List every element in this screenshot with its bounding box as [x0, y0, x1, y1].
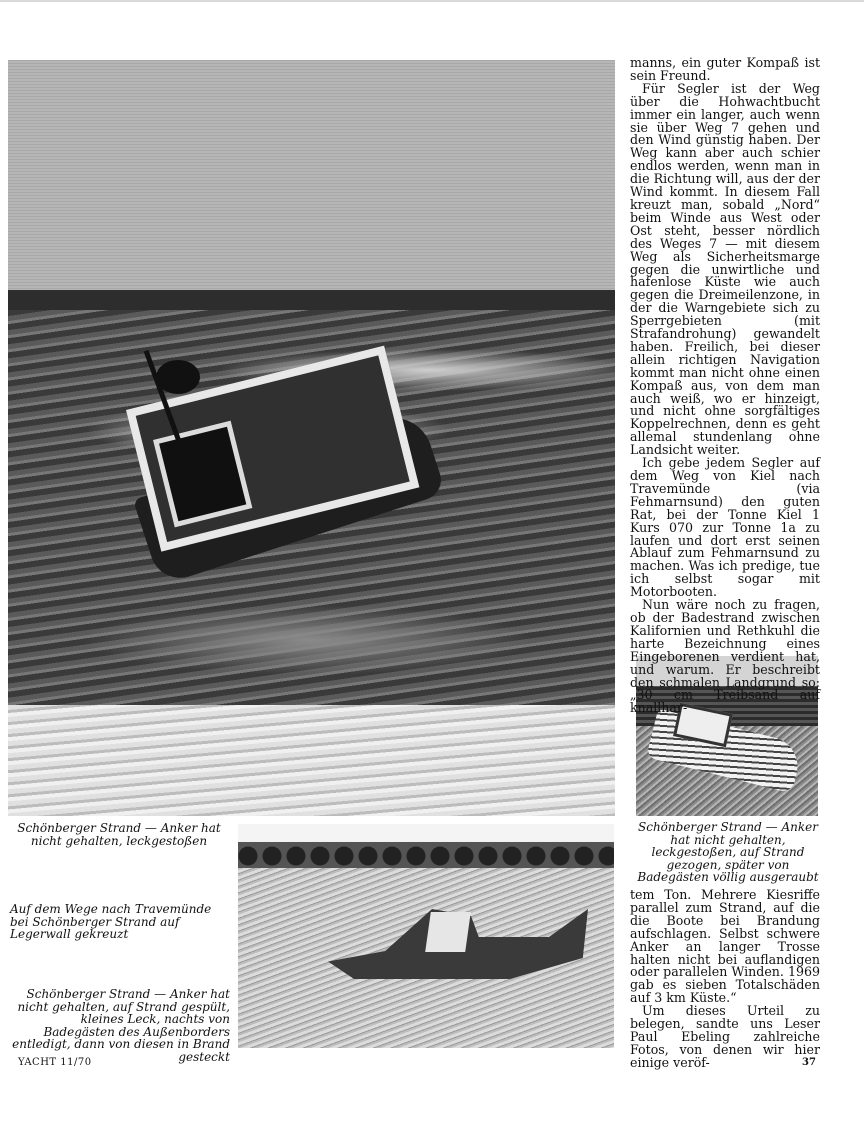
caption-travemuende: Auf dem Wege nach Travemünde bei Schönberger Strand auf Legerwall gekreuzt — [10, 902, 212, 942]
boat-wreck-highlight — [425, 912, 471, 952]
article-paragraph: manns, ein guter Kompaß ist sein Freund. — [630, 55, 820, 83]
article-column-lower — [630, 889, 820, 1070]
article-paragraph: tem Ton. Mehrere Kiesriffe parallel zum Strand, auf die die Boote bei Brandung aufschlagen. Selbst schwere Anker an langer Trosse halten nicht bei auflandigen oder parallelen Winden. 1969 gab es sieben Totalschäden auf 3 km Küste.“ — [630, 887, 820, 1006]
article-paragraph: Für Segler ist der Weg über die Hohwachtbucht immer ein langer, auch wenn sie über Weg 7 gehen und den Wind günstig haben. Der Weg kann aber auch schier endlos werden, wenn man in die Richtung will, aus der der Wind kommt. In diesem Fall kreuzt man, sobald „Nord“ beim Winde aus West oder Ost steht, besser nördlich des Weges 7 — mit diesem Weg als Sicherheitsmarge gegen die unwirtliche und hafenlose Küste wie auch gegen die Dreimeilenzone, in der die Warngebiete sich zu Sperrgebieten (mit Strafandrohung) gewandelt haben. Freilich, bei dieser allein richtigen Navigation kommt man nicht ohne einen Kompaß aus, von dem man auch weiß, wo er hinzeigt, und nicht ohne sorgfältiges Koppelrechnen, denn es geht allemal stundenlang ohne Landsicht weiter. — [630, 80, 820, 458]
caption-right-photo: Schönberger Strand — Anker hat nicht gehalten, leckgestoßen, auf Strand gezogen, später von Badegästen völlig ausgeraubt — [637, 820, 819, 885]
photo-foam — [8, 705, 615, 816]
article-paragraph: Um dieses Urteil zu belegen, sandte uns Leser Paul Ebeling zahlreiche Fotos, von denen wir hier einige veröf- — [630, 1003, 820, 1070]
article-paragraph: Nun wäre noch zu fragen, ob der Badestrand zwischen Kalifornien und Rethkuhl die harte Bezeichnung eines Eingeborenen verdient hat, und warum. Er beschreibt den schmalen Landgrund so: „30 cm Treibsand auf knallhar- — [630, 597, 820, 716]
photo-burned-wreck — [238, 824, 614, 1048]
caption-main-photo: Schönberger Strand — Anker hat nicht gehalten, leckgestoßen — [17, 821, 221, 848]
article-column-upper — [630, 57, 820, 715]
footer-magazine-issue: YACHT 11/70 — [18, 1057, 92, 1068]
boat-radar — [156, 360, 200, 394]
photo-boat-in-surf — [8, 60, 615, 816]
photo-sky — [8, 60, 615, 292]
footer-page-number: 37 — [802, 1057, 816, 1068]
caption-bottom-photo: Schönberger Strand — Anker hat nicht gehalten, auf Strand gespült, kleines Leck, nachts von Badegästen des Außenborders entledigt, dann von diesen in Brand gesteckt — [12, 987, 230, 1064]
article-paragraph: Ich gebe jedem Segler auf dem Weg von Kiel nach Travemünde (via Fehmarnsund) den guten Rat, bei der Tonne Kiel 1 Kurs 070 zur Tonne 1a zu laufen und dort erst seinen Ablauf zum Fehmarnsund zu machen. Was ich predige, tue ich selbst sogar mit Motorbooten. — [630, 455, 820, 600]
photo-treeline — [238, 842, 614, 868]
page-top-edge — [0, 0, 864, 2]
